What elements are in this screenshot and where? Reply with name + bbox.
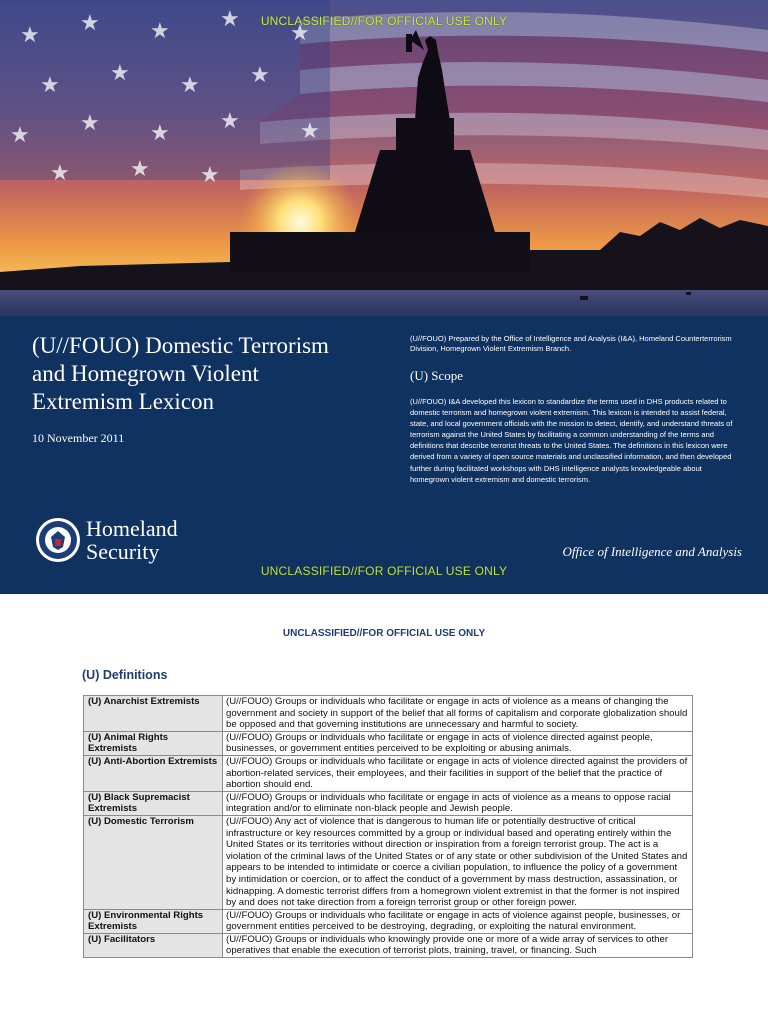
table-row	[84, 731, 693, 755]
definition-term: (U) Facilitators	[84, 933, 223, 957]
scope-heading: (U) Scope	[410, 368, 464, 383]
office-name: Office of Intelligence and Analysis	[562, 544, 742, 559]
svg-text:★: ★	[180, 73, 200, 98]
table-row	[84, 755, 693, 791]
definition-term: (U) Black Supremacist Extremists	[84, 791, 223, 815]
definition-term: (U) Anti-Abortion Extremists	[84, 755, 223, 791]
dhs-logo-text-line2: Security	[86, 539, 160, 564]
table-row	[84, 815, 693, 909]
table-row	[84, 696, 693, 732]
classification-marking-top: UNCLASSIFIED//FOR OFFICIAL USE ONLY	[260, 14, 508, 28]
definitions-heading: (U) Definitions	[82, 668, 168, 682]
report-title: (U//FOUO) Domestic Terrorism and Homegrown Violent Extremism Lexicon	[32, 333, 329, 414]
table-row	[84, 909, 693, 933]
svg-text:★: ★	[220, 7, 240, 32]
svg-text:★: ★	[150, 19, 170, 44]
definition-text: (U//FOUO) Groups or individuals who knowingly provide one or more of a wide array of services to other operatives that enable the execution of terrorist plots, training, travel, or financing. Such	[223, 933, 693, 957]
definition-text: (U//FOUO) Groups or individuals who facilitate or engage in acts of violence directed against people, businesses, or government entities perceived to be exploiting or abusing animals.	[223, 731, 693, 755]
definition-term: (U) Animal Rights Extremists	[84, 731, 223, 755]
table-row	[84, 791, 693, 815]
svg-text:★: ★	[220, 109, 240, 134]
definition-term: (U) Domestic Terrorism	[84, 815, 223, 909]
report-date: 10 November 2011	[32, 431, 125, 445]
svg-text:★: ★	[80, 11, 100, 36]
definition-term: (U) Environmental Rights Extremists	[84, 909, 223, 933]
classification-marking-bottom: UNCLASSIFIED//FOR OFFICIAL USE ONLY	[260, 564, 508, 578]
definition-text: (U//FOUO) Groups or individuals who facilitate or engage in acts of violence as a means of changing the government and society in support of the belief that all forms of capitalism and corporate globalization should be opposed and that governing institutions are unnecessary and harmful to society.	[223, 696, 693, 732]
svg-text:★: ★	[20, 23, 40, 48]
definition-text: (U//FOUO) Groups or individuals who facilitate or engage in acts of violence as a means to oppose racial integration and/or to eliminate non-black people and Jewish people.	[223, 791, 693, 815]
definition-term: (U) Anarchist Extremists	[84, 696, 223, 732]
svg-text:★: ★	[150, 121, 170, 146]
definitions-table	[83, 695, 693, 958]
svg-text:★: ★	[110, 61, 130, 86]
svg-text:★: ★	[290, 21, 310, 46]
dhs-seal-icon	[35, 517, 81, 563]
table-row	[84, 933, 693, 957]
prepared-by-statement: (U//FOUO) Prepared by the Office of Intelligence and Analysis (I&A), Homeland Counterterrorism Division, Homegrown Violent Extremism Branch.	[410, 334, 732, 353]
svg-text:★: ★	[130, 157, 150, 182]
cover-photo-statue-of-liberty	[0, 0, 768, 316]
svg-text:★: ★	[80, 111, 100, 136]
scope-text: (U//FOUO) I&A developed this lexicon to standardize the terms used in DHS products related to domestic terrorism and homegrown violent extremism. This lexicon is intended to assist federal, state, and local government officials with the mission to detect, identify, and understand threats of terrorism against the United States by facilitating a common understanding of the terms and definitions that describe terrorist threats to the United States. The definitions in this lexicon were derived from a variety of open source materials and unclassified information, and then developed further during facilitated workshops with DHS intelligence analysts knowledgeable about homegrown violent extremism and domestic terrorism.	[410, 397, 733, 484]
classification-marking-page2: UNCLASSIFIED//FOR OFFICIAL USE ONLY	[282, 628, 486, 639]
svg-text:★: ★	[40, 73, 60, 98]
svg-text:★: ★	[250, 63, 270, 88]
definition-text: (U//FOUO) Groups or individuals who facilitate or engage in acts of violence against people, businesses, or government entities perceived to be destroying, degrading, or exploiting the natural environment.	[223, 909, 693, 933]
svg-text:★: ★	[300, 119, 320, 144]
definition-text: (U//FOUO) Groups or individuals who facilitate or engage in acts of violence directed against the providers of abortion-related services, their employees, and their facilities in support of the belief that the practice of abortion should end.	[223, 755, 693, 791]
dhs-logo-text-line1: Homeland	[86, 516, 178, 541]
svg-text:★: ★	[50, 161, 70, 186]
svg-text:★: ★	[10, 123, 30, 148]
definition-text: (U//FOUO) Any act of violence that is dangerous to human life or potentially destructive of critical infrastructure or key resources committed by a group or individual based and operating entirely within the United States or its territories without direction or inspiration from a foreign terrorist group. The act is a violation of the criminal laws of the United States or of any state or other subdivision of the United States and appears to be intended to intimidate or coerce a civilian population, to influence the policy of a government by intimidation or coercion, or to affect the conduct of a government by mass destruction, assassination, or kidnapping. A domestic terrorist differs from a homegrown violent extremist in that the former is not inspired by and does not take direction from a foreign terrorist group or other foreign power.	[223, 815, 693, 909]
svg-text:★: ★	[200, 163, 220, 188]
